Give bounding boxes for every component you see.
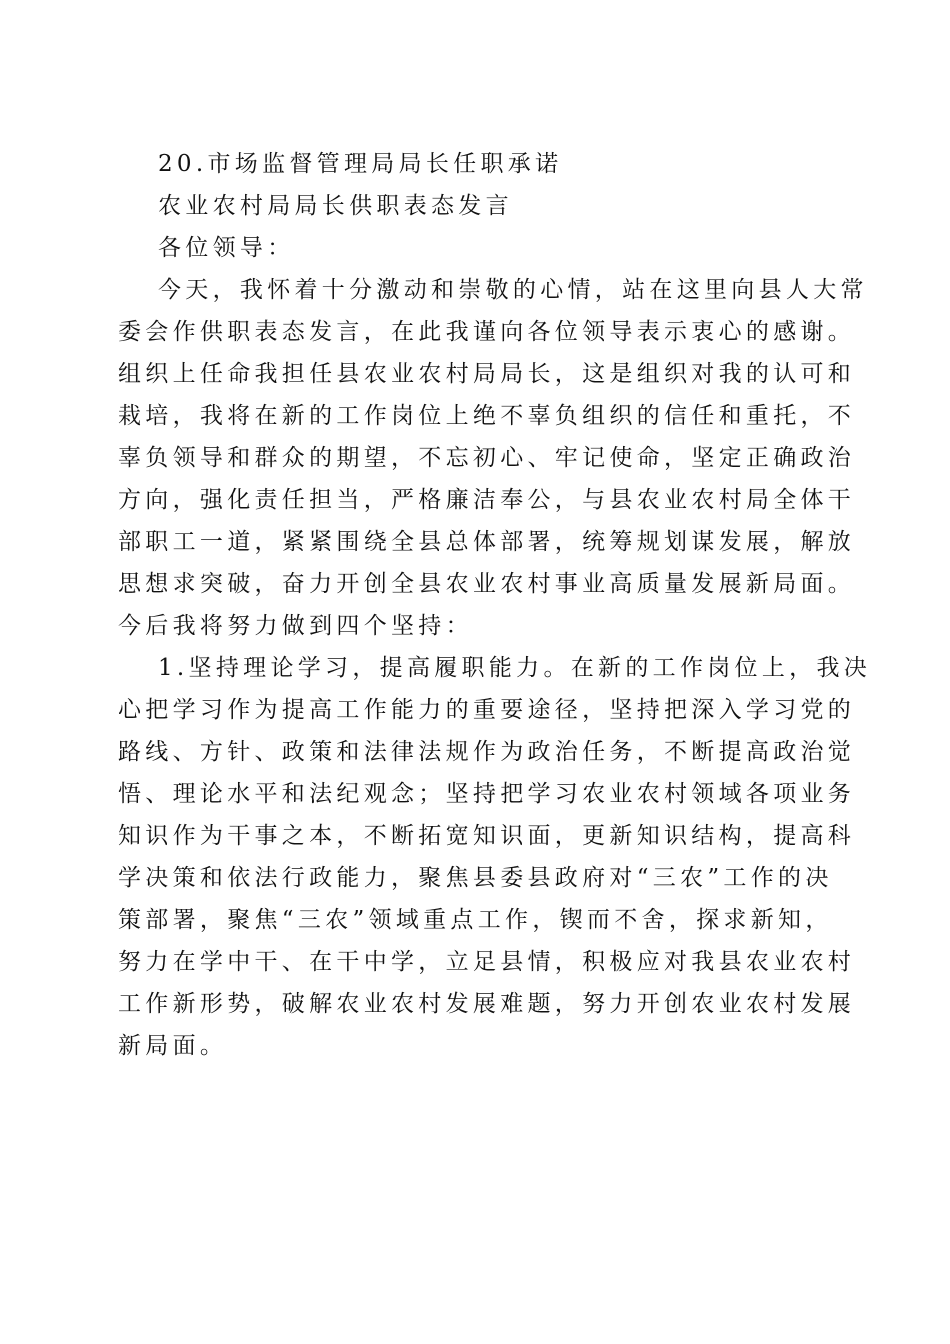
paragraph-line: 路线、方针、政策和法律法规作为政治任务，不断提高政治觉 — [118, 739, 856, 765]
paragraph-opening — [118, 269, 868, 647]
paragraph-point-1 — [118, 647, 872, 1067]
paragraph-line: 学决策和依法行政能力，聚焦县委县政府对“三农”工作的决 — [118, 865, 833, 891]
paragraph-line: 努力在学中干、在干中学，立足县情，积极应对我县农业农村 — [118, 949, 856, 975]
paragraph-line: 思想求突破，奋力开创全县农业农村事业高质量发展新局面。 — [118, 571, 856, 597]
paragraph-line: 悟、理论水平和法纪观念；坚持把学习农业农村领域各项业务 — [118, 781, 856, 807]
paragraph-line: 组织上任命我担任县农业农村局局长，这是组织对我的认可和 — [118, 361, 856, 387]
paragraph-line: 新局面。 — [118, 1033, 228, 1059]
paragraph-line: 今后我将努力做到四个坚持： — [118, 613, 473, 639]
document-body — [118, 143, 872, 1067]
paragraph-line: 工作新形势，破解农业农村发展难题，努力开创农业农村发展 — [118, 991, 856, 1017]
paragraph-line: 策部署，聚焦“三农”领域重点工作，锲而不舍，探求新知， — [118, 907, 833, 933]
paragraph-line: 心把学习作为提高工作能力的重要途径，坚持把深入学习党的 — [118, 697, 856, 723]
paragraph-line: 部职工一道，紧紧围绕全县总体部署，统筹规划谋发展，解放 — [118, 529, 856, 555]
paragraph-line: 知识作为干事之本，不断拓宽知识面，更新知识结构，提高科 — [118, 823, 856, 849]
paragraph-line: 委会作供职表态发言，在此我谨向各位领导表示衷心的感谢。 — [118, 319, 856, 345]
salutation: 各位领导： — [158, 235, 295, 261]
paragraph-line: 今天，我怀着十分激动和崇敬的心情，站在这里向县人大常 — [158, 277, 868, 303]
document-heading: 20.市场监督管理局局长任职承诺 — [158, 151, 563, 177]
paragraph-line: 辜负领导和群众的期望，不忘初心、牢记使命，坚定正确政治 — [118, 445, 856, 471]
paragraph-line: 栽培，我将在新的工作岗位上绝不辜负组织的信任和重托，不 — [118, 403, 856, 429]
paragraph-line: 方向，强化责任担当，严格廉洁奉公，与县农业农村局全体干 — [118, 487, 856, 513]
paragraph-line: 1.坚持理论学习，提高履职能力。在新的工作岗位上，我决 — [158, 655, 872, 681]
document-subheading: 农业农村局局长供职表态发言 — [158, 193, 513, 219]
